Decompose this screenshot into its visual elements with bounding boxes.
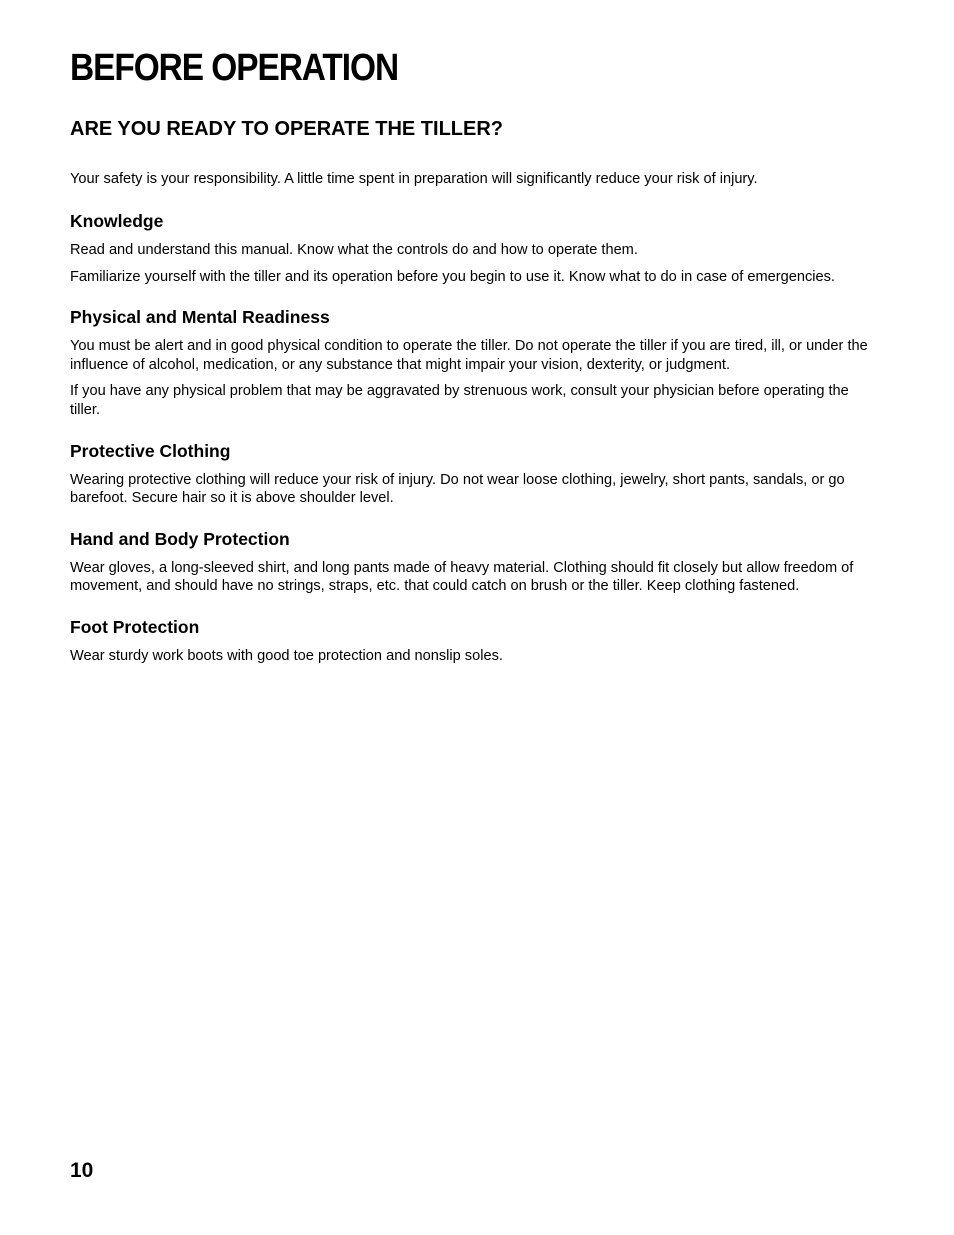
section-heading: Knowledge [70,211,164,231]
section-physical-mental-readiness [70,305,870,419]
section-heading: Physical and Mental Readiness [70,307,330,328]
section-foot-protection [70,615,870,666]
section-knowledge [70,209,870,286]
page-title: BEFORE OPERATION [70,47,399,89]
section-protective-clothing [70,439,870,508]
section-paragraph: Read and understand this manual. Know what the controls do and how to operate them. [70,242,638,258]
section-paragraph: Wear gloves, a long-sleeved shirt, and long pants made of heavy material. Clothing should fit closely but allow freedom of movement, and should have no strings, straps, etc. that could catch on brush or the tiller. Keep clothing fastened. [70,559,854,595]
section-heading: Protective Clothing [70,440,231,461]
section-paragraph: Wearing protective clothing will reduce your risk of injury. Do not wear loose clothing, jewelry, short pants, sandals, or go barefoot. Secure hair so it is above shoulder level. [70,471,845,507]
safety-sections [70,209,870,674]
page-number: 10 [70,1159,94,1182]
section-paragraph: Familiarize yourself with the tiller and its operation before you begin to use it. Know what to do in case of emergencies. [70,268,835,285]
section-hand-body-protection [70,527,870,596]
section-heading: Foot Protection [70,616,200,637]
section-heading: Hand and Body Protection [70,528,290,549]
section-paragraph: Wear sturdy work boots with good toe protection and nonslip soles. [70,647,503,664]
intro-paragraph: Your safety is your responsibility. A little time spent in preparation will significantly reduce your risk of injury. [70,171,758,187]
section-paragraph: If you have any physical problem that may be aggravated by strenuous work, consult your physician before operating the tiller. [70,383,849,418]
section-subtitle: ARE YOU READY TO OPERATE THE TILLER? [70,118,504,140]
section-paragraph: You must be alert and in good physical condition to operate the tiller. Do not operate the tiller if you are tired, ill, or under the influence of alcohol, medication, or any substance that might impair your vision, dexterity, or judgment. [70,338,868,373]
